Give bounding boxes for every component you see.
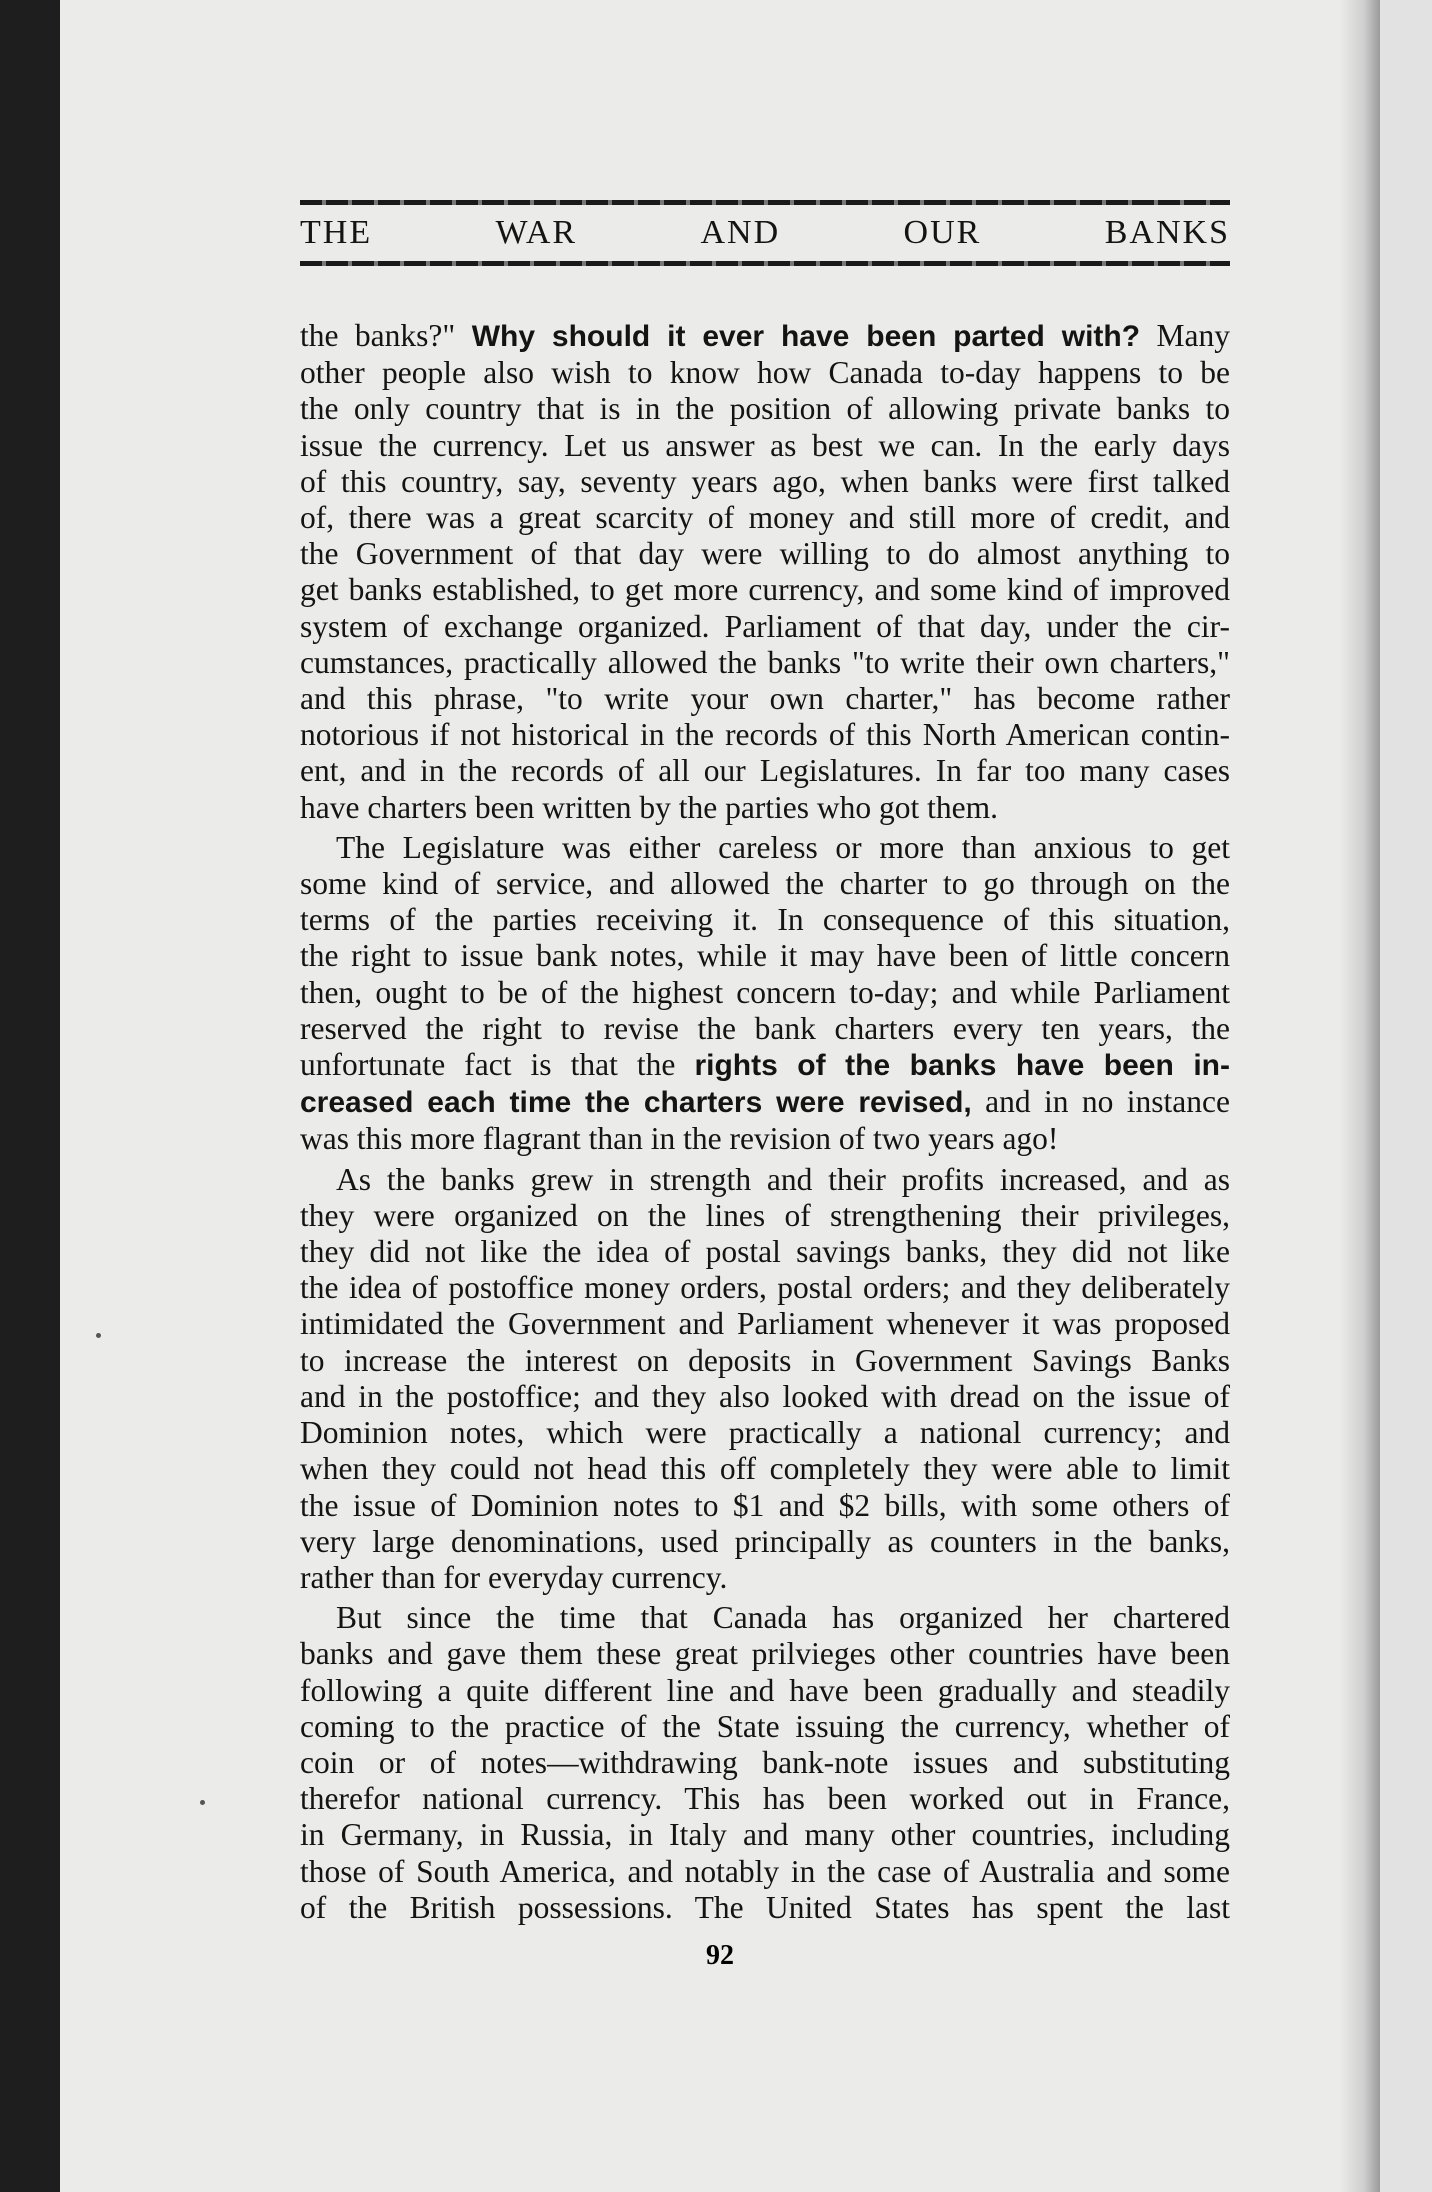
- text-line: terms of the parties receiving it. In consequence of this situation,: [300, 902, 1230, 938]
- paragraph: [300, 1600, 1230, 1926]
- text-line: ent, and in the records of all our Legislatures. In far too many cases: [300, 753, 1230, 789]
- text-line: cumstances, practically allowed the banks "to write their own charters,": [300, 644, 1230, 680]
- text-line: reserved the right to revise the bank charters every ten years, the: [300, 1010, 1230, 1046]
- speck: [200, 1800, 205, 1805]
- text-line: of, there was a great scarcity of money and still more of credit, and: [300, 500, 1230, 536]
- text-line: the only country that is in the position of allowing private banks to: [300, 391, 1230, 427]
- text-line: issue the currency. Let us answer as best we can. In the early days: [300, 427, 1230, 463]
- text-line: Dominion notes, which were practically a national currency; and: [300, 1415, 1230, 1451]
- paragraph: [300, 318, 1230, 826]
- text-line: they were organized on the lines of strengthening their privileges,: [300, 1197, 1230, 1233]
- text-line: get banks established, to get more currency, and some kind of improved: [300, 572, 1230, 608]
- text-line: rather than for everyday currency.: [300, 1559, 728, 1595]
- running-head-word: AND: [700, 214, 781, 251]
- text-line: the banks?" Why should it ever have been parted with? Many: [300, 318, 1230, 353]
- emphasized-text: creased each time the charters were revised,: [300, 1086, 972, 1120]
- text-line: and in the postoffice; and they also looked with dread on the issue of: [300, 1378, 1230, 1414]
- page-edge-shadow: [1340, 0, 1380, 2192]
- next-page-edge: [1380, 0, 1432, 2192]
- text-line: intimidated the Government and Parliament whenever it was proposed: [300, 1306, 1230, 1342]
- text-line: in Germany, in Russia, in Italy and many other countries, including: [300, 1817, 1230, 1853]
- text-line: As the banks grew in strength and their profits increased, and as: [336, 1161, 1230, 1197]
- running-head-word: OUR: [903, 214, 982, 251]
- text-line: of the British possessions. The United States has spent the last: [300, 1889, 1230, 1925]
- text-line: therefor national currency. This has been worked out in France,: [300, 1781, 1230, 1817]
- running-head-word: WAR: [495, 214, 578, 251]
- speck: [96, 1333, 101, 1338]
- text-line: notorious if not historical in the records of this North American contin-: [300, 717, 1230, 753]
- paragraph: [300, 830, 1230, 1158]
- text-line: of this country, say, seventy years ago, when banks were first talked: [300, 463, 1230, 499]
- emphasized-text: rights of the banks have been in-: [694, 1049, 1230, 1083]
- text-line: system of exchange organized. Parliament of that day, under the cir-: [300, 608, 1230, 644]
- text-line: following a quite different line and have been gradually and steadily: [300, 1672, 1230, 1708]
- text-line: the Government of that day were willing to do almost anything to: [300, 536, 1230, 572]
- text-line: creased each time the charters were revised, and in no instance: [300, 1084, 1230, 1120]
- text-line: But since the time that Canada has organized her chartered: [336, 1600, 1230, 1636]
- text-line: The Legislature was either careless or more than anxious to get: [336, 829, 1230, 865]
- text-line: was this more flagrant than in the revision of two years ago!: [300, 1121, 1059, 1157]
- text-line: have charters been written by the parties who got them.: [300, 789, 999, 825]
- text-line: banks and gave them these great prilvieges other countries have been: [300, 1636, 1230, 1672]
- text-line: to increase the interest on deposits in Government Savings Banks: [300, 1342, 1230, 1378]
- running-head-word: THE: [300, 214, 373, 251]
- text-line: they did not like the idea of postal savings banks, they did not like: [300, 1234, 1230, 1270]
- text-line: when they could not head this off completely they were able to limit: [300, 1451, 1230, 1487]
- paragraph: [300, 1162, 1230, 1596]
- text-line: the issue of Dominion notes to $1 and $2 bills, with some others of: [300, 1487, 1230, 1523]
- page-number: 92: [706, 1940, 734, 1971]
- text-line: the idea of postoffice money orders, postal orders; and they deliberately: [300, 1270, 1230, 1306]
- page-content: [300, 200, 1230, 1930]
- text-line: and this phrase, "to write your own charter," has become rather: [300, 681, 1230, 717]
- text-line: other people also wish to know how Canada to-day happens to be: [300, 355, 1230, 391]
- running-head-word: BANKS: [1104, 214, 1230, 251]
- text-line: coin or of notes—withdrawing bank-note issues and substituting: [300, 1744, 1230, 1780]
- text-line: coming to the practice of the State issuing the currency, whether of: [300, 1708, 1230, 1744]
- text-line: unfortunate fact is that the rights of the banks have been in-: [300, 1047, 1230, 1083]
- text-line: some kind of service, and allowed the charter to go through on the: [300, 866, 1230, 902]
- running-head: [300, 205, 1230, 261]
- text-line: those of South America, and notably in the case of Australia and some: [300, 1853, 1230, 1889]
- text-line: very large denominations, used principally as counters in the banks,: [300, 1523, 1230, 1559]
- body-text: [300, 318, 1230, 1926]
- text-line: the right to issue bank notes, while it may have been of little concern: [300, 938, 1230, 974]
- emphasized-text: Why should it ever have been parted with?: [471, 320, 1141, 353]
- text-line: then, ought to be of the highest concern to-day; and while Parliament: [300, 974, 1230, 1010]
- header-rule-bottom: [300, 261, 1230, 266]
